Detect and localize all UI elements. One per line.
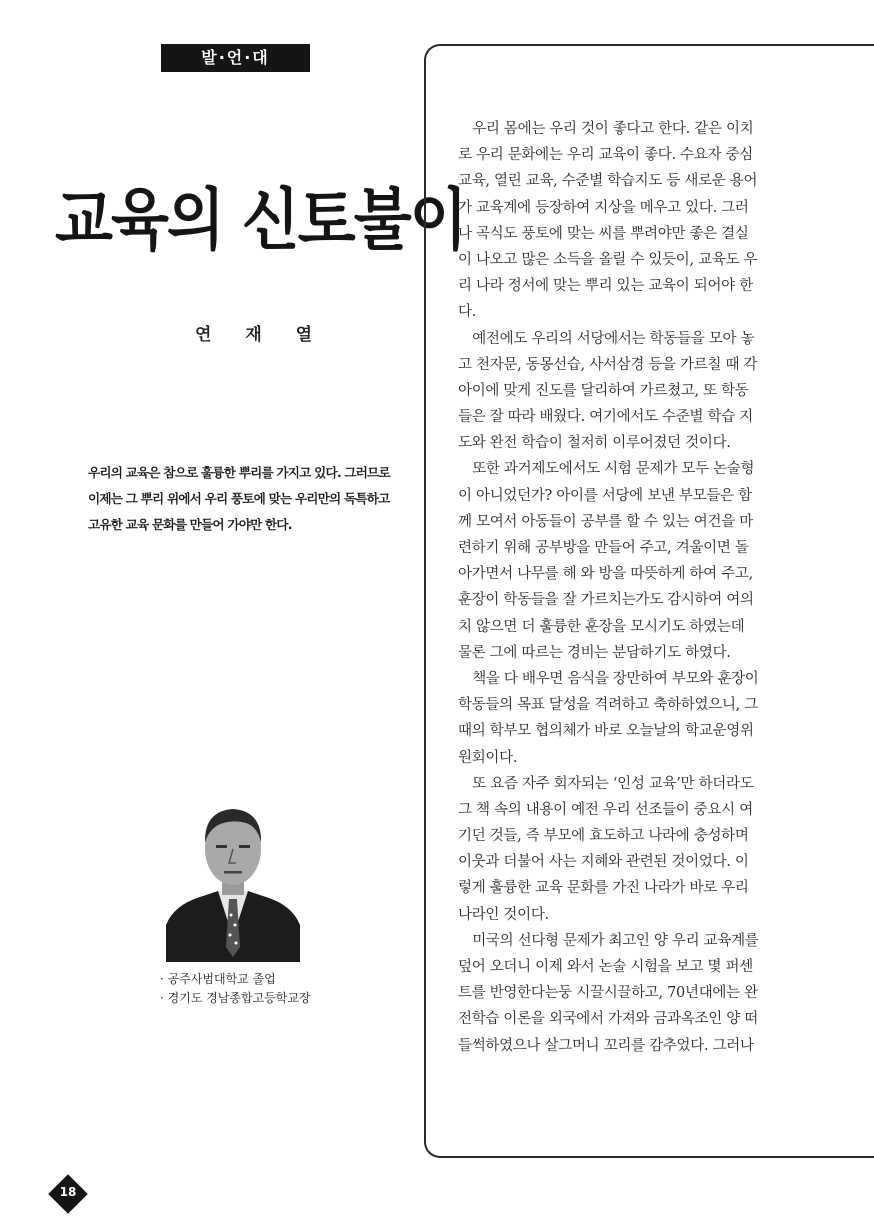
body-line: 교육, 열린 교육, 수준별 학습지도 등 새로운 용어 — [458, 173, 758, 190]
body-line: 아이에 맞게 진도를 달리하여 가르쳤고, 또 학동 — [458, 382, 749, 399]
body-line: 련하기 위해 공부방을 만들어 주고, 겨울이면 돌 — [458, 540, 749, 556]
body-line: 나 곡식도 풍토에 맞는 씨를 뿌려야만 좋은 결실 — [458, 225, 749, 242]
body-line: 기던 것들, 즉 부모에 효도하고 나라에 충성하며 — [458, 828, 749, 845]
body-line: 그 책 속의 내용이 예전 우리 선조들이 중요시 여 — [458, 801, 753, 818]
body-line: 이 아니었던가? 아이를 서당에 보낸 부모들은 함 — [458, 487, 752, 504]
body-line: 이웃과 더불어 사는 지혜와 관련된 것이었다. 이 — [458, 854, 749, 871]
body-line: 미국의 선다형 문제가 최고인 양 우리 교육계를 — [458, 932, 759, 949]
body-line: 나라인 것이다. — [458, 906, 549, 923]
body-line: 때의 학부모 협의체가 바로 오늘날의 학교운영위 — [458, 723, 754, 740]
body-line: 들썩하였으나 살그머니 꼬리를 감추었다. 그러나 — [458, 1037, 754, 1054]
body-line: 가 교육계에 등장하여 지상을 메우고 있다. 그러 — [458, 199, 749, 216]
body-line: 훈장이 학동들을 잘 가르치는가도 감시하여 여의 — [458, 592, 754, 609]
body-line: 아가면서 나무를 해 와 방을 따뜻하게 하여 주고, — [458, 566, 753, 583]
author-name: 연 재 열 — [195, 325, 327, 345]
body-line: 우리 몸에는 우리 것이 좋다고 한다. 같은 이치 — [458, 121, 754, 137]
summary-line: 이제는 그 뿌리 위에서 우리 풍토에 맞는 우리만의 독특하고 — [88, 491, 390, 506]
body-line: 물론 그에 따르는 경비는 분담하기도 하였다. — [458, 644, 731, 661]
body-line: 로 우리 문화에는 우리 교육이 좋다. 수요자 중심 — [458, 147, 753, 164]
body-line: 또한 과거제도에서도 시험 문제가 모두 논술형 — [458, 461, 755, 478]
author-photo — [166, 797, 300, 962]
body-line: 도와 완전 학습이 철저히 이루어졌던 것이다. — [458, 435, 731, 452]
page-number-badge — [46, 1172, 90, 1216]
article-body — [458, 116, 808, 1059]
body-line: 고 천자문, 동몽선습, 사서삼경 등을 가르칠 때 각 — [458, 356, 758, 373]
article-summary — [88, 460, 418, 538]
page-number: 18 — [59, 1185, 77, 1199]
body-line: 책을 다 배우면 음식을 장만하여 부모와 훈장이 — [458, 670, 759, 687]
author-bio — [160, 970, 311, 1008]
body-line: 원회이다. — [458, 749, 518, 766]
body-line: 덮어 오더니 이제 와서 논술 시험을 보고 몇 퍼센 — [458, 959, 753, 975]
section-badge: 발·언·대 — [161, 44, 310, 72]
summary-line: 우리의 교육은 참으로 훌륭한 뿌리를 가지고 있다. 그러므로 — [88, 465, 390, 480]
author-portrait-image — [166, 797, 300, 962]
body-line: 렇게 훌륭한 교육 문화를 가진 나라가 바로 우리 — [458, 880, 749, 897]
bio-line: · 경기도 경남종합고등학교장 — [160, 991, 311, 1005]
summary-line: 고유한 교육 문화를 만들어 가야만 한다. — [88, 517, 292, 532]
body-line: 전학습 이론을 외국에서 가져와 금과옥조인 양 떠 — [458, 1011, 758, 1028]
body-line: 들은 잘 따라 배웠다. 여기에서도 수준별 학습 지 — [458, 409, 753, 426]
body-line: 리 나라 정서에 맞는 뿌리 있는 교육이 되어야 한 — [458, 278, 753, 295]
body-line: 예전에도 우리의 서당에서는 학동들을 모아 놓 — [458, 330, 755, 347]
body-line: 께 모여서 아동들이 공부를 할 수 있는 여건을 마 — [458, 513, 753, 530]
body-line: 다. — [458, 304, 477, 321]
body-line: 트를 반영한다는둥 시끌시끌하고, 70년대에는 완 — [458, 985, 758, 1002]
article-title: 교육의 신토불이 — [55, 181, 466, 260]
body-line: 학동들의 목표 달성을 격려하고 축하하였으니, 그 — [458, 697, 758, 714]
bio-line: · 공주사범대학교 졸업 — [160, 972, 276, 986]
body-line: 치 않으면 더 훌륭한 훈장을 모시기도 하였는데 — [458, 618, 745, 635]
body-line: 이 나오고 많은 소득을 올릴 수 있듯이, 교육도 우 — [458, 251, 758, 268]
body-line: 또 요즘 자주 회자되는 ‘인성 교육’만 하더라도 — [458, 775, 754, 792]
